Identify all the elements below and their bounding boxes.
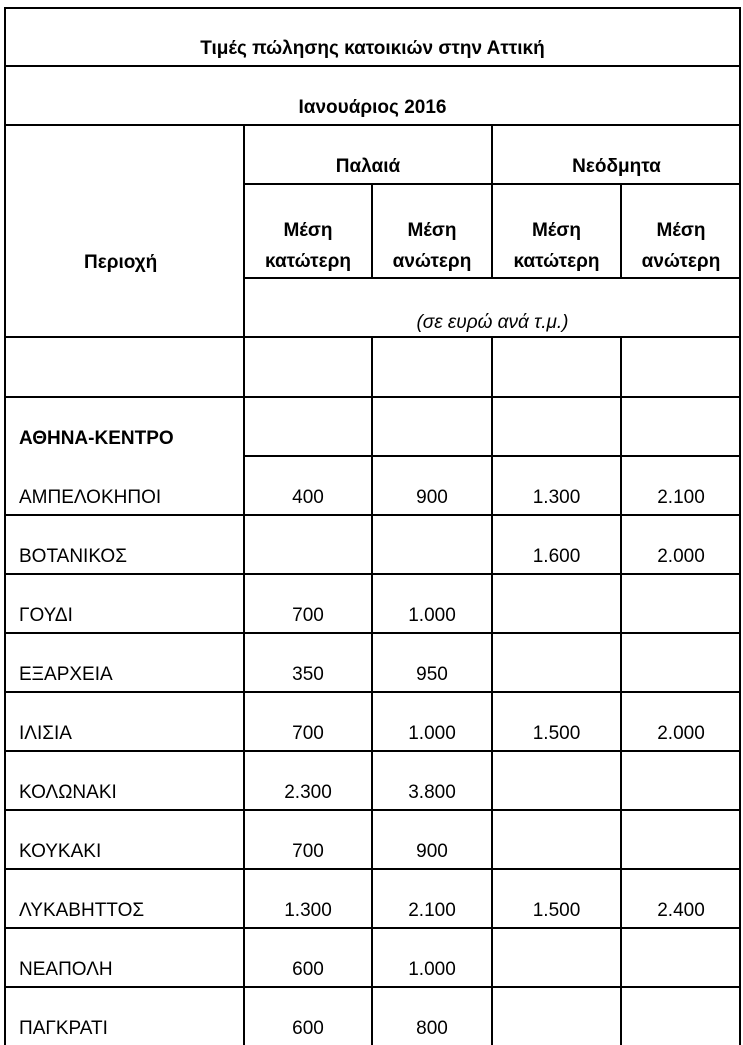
old-high-price: 1.000 [408, 959, 456, 980]
column-header-new-high [621, 215, 741, 277]
grid-line [4, 7, 6, 1045]
column-header-area: Περιοχή [84, 252, 158, 273]
grid-line [4, 7, 741, 9]
price-table [4, 7, 741, 1045]
column-header-old-low [244, 215, 372, 277]
column-header-new-low [492, 215, 621, 277]
old-high-price: 1.000 [408, 605, 456, 626]
area-name: ΛΥΚΑΒΗΤΤΟΣ [19, 900, 145, 921]
area-name: ΒΟΤΑΝΙΚΟΣ [19, 546, 127, 567]
old-low-price: 600 [292, 959, 324, 980]
column-header-line: ανώτερη [392, 251, 472, 272]
column-header-line: κατώτερη [513, 251, 600, 272]
old-high-price: 950 [416, 664, 448, 685]
group-header-new: Νεόδμητα [572, 156, 661, 177]
old-low-price: 1.300 [284, 900, 332, 921]
section-label: ΑΘΗΝΑ-ΚΕΝΤΡΟ [19, 428, 174, 449]
column-header-line: Μέση [656, 220, 706, 241]
table-period: Ιανουάριος 2016 [298, 97, 447, 118]
column-header-line: ανώτερη [641, 251, 721, 272]
column-header-line: Μέση [283, 220, 333, 241]
new-low-price: 1.500 [532, 900, 581, 921]
area-name: ΓΟΥΔΙ [19, 605, 73, 626]
old-low-price: 700 [292, 605, 324, 626]
old-high-price: 1.000 [408, 723, 456, 744]
old-high-price: 3.800 [408, 782, 456, 803]
old-low-price: 350 [292, 664, 324, 685]
table-title: Τιμές πώλησης κατοικιών στην Αττική [200, 38, 545, 59]
area-name: ΙΛΙΣΙΑ [19, 723, 72, 744]
area-name: ΕΞΑΡΧΕΙΑ [19, 664, 113, 685]
unit-note: (σε ευρώ ανά τ.μ.) [416, 312, 569, 333]
new-low-price: 1.600 [532, 546, 581, 567]
grid-line [620, 336, 622, 1045]
group-header-old: Παλαιά [335, 156, 401, 177]
old-low-price: 700 [292, 841, 324, 862]
old-high-price: 2.100 [408, 900, 456, 921]
old-low-price: 700 [292, 723, 324, 744]
column-header-line: Μέση [531, 220, 581, 241]
area-name: ΚΟΥΚΑΚΙ [19, 841, 102, 862]
new-low-price: 1.500 [532, 723, 581, 744]
old-low-price: 600 [292, 1018, 324, 1039]
area-name: ΠΑΓΚΡΑΤΙ [19, 1018, 108, 1039]
new-high-price: 2.400 [657, 900, 705, 921]
old-high-price: 900 [416, 487, 448, 508]
new-high-price: 2.000 [657, 723, 705, 744]
grid-line [4, 124, 741, 126]
old-low-price: 2.300 [284, 782, 332, 803]
old-high-price: 800 [416, 1018, 448, 1039]
column-header-line: Μέση [407, 220, 457, 241]
column-header-line: κατώτερη [265, 251, 351, 272]
new-low-price: 1.300 [532, 487, 581, 508]
old-low-price: 400 [292, 487, 324, 508]
old-high-price: 900 [416, 841, 448, 862]
grid-line [4, 65, 741, 67]
area-name: ΑΜΠΕΛΟΚΗΠΟΙ [19, 487, 162, 508]
area-name: ΚΟΛΩΝΑΚΙ [19, 782, 117, 803]
new-high-price: 2.100 [657, 487, 705, 508]
new-high-price: 2.000 [657, 546, 705, 567]
area-name: ΝΕΑΠΟΛΗ [19, 959, 113, 980]
column-header-old-high [372, 215, 492, 277]
